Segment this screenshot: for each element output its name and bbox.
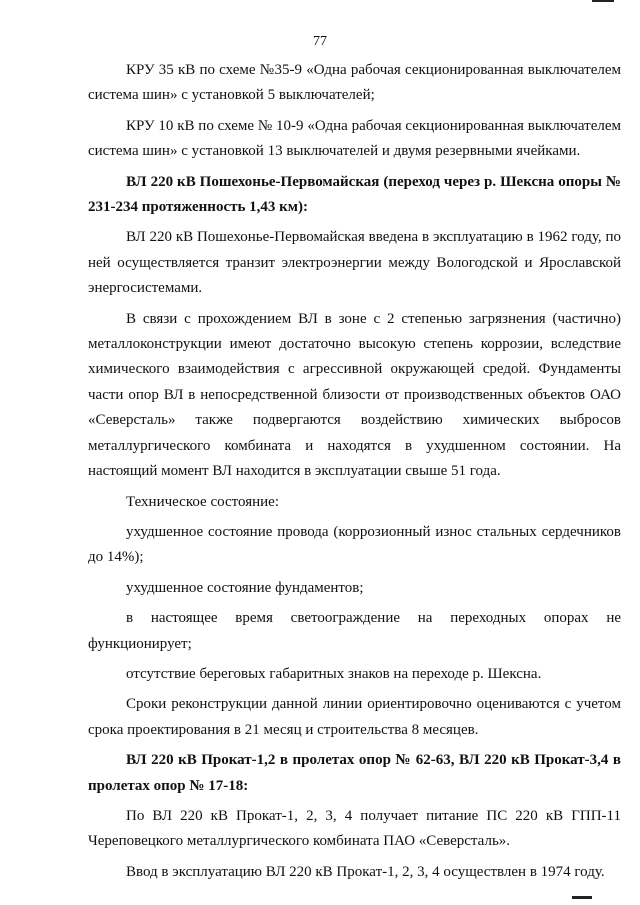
- list-item-foundations: ухудшенное состояние фундаментов;: [126, 579, 364, 596]
- paragraph-prokat-supply: По ВЛ 220 кВ Прокат-1, 2, 3, 4 получает питание ПС 220 кВ ГПП-11 Череповецкого металлургического комбината ПАО «Северсталь».: [88, 807, 621, 850]
- scan-mark-top: [592, 0, 614, 2]
- paragraph-technical-state-label: Техническое состояние:: [126, 493, 279, 510]
- paragraph-kru-10: КРУ 10 кВ по схеме № 10-9 «Одна рабочая секционированная выключателем система шин» с установкой 13 выключателей и двумя резервными ячейками.: [88, 117, 621, 160]
- list-item-light-barrier: в настоящее время светоограждение на переходных опорах не функционирует;: [88, 610, 621, 652]
- section-heading-prokat: ВЛ 220 кВ Прокат-1,2 в пролетах опор № 62-63, ВЛ 220 кВ Прокат-3,4 в пролетах опор № 17-18:: [88, 752, 621, 794]
- list-item-wire-condition: ухудшенное состояние провода (коррозионный износ стальных сердечников до 14%);: [88, 523, 621, 566]
- paragraph-reconstruction-terms: Сроки реконструкции данной линии ориентировочно оцениваются с учетом срока проектирования в 21 месяц и строительства 8 месяцев.: [88, 696, 621, 738]
- list-item-shore-signs: отсутствие береговых габаритных знаков на переходе р. Шексна.: [126, 665, 542, 682]
- section-heading-poshekhonye: ВЛ 220 кВ Пошехонье-Первомайская (переход через р. Шексна опоры № 231-234 протяженность 1,43 км):: [88, 173, 621, 216]
- page-number: 77: [313, 34, 327, 49]
- paragraph-prokat-commissioning: Ввод в эксплуатацию ВЛ 220 кВ Прокат-1, 2, 3, 4 осуществлен в 1974 году.: [126, 863, 605, 880]
- paragraph-kru-35: КРУ 35 кВ по схеме №35-9 «Одна рабочая секционированная выключателем система шин» с установкой 5 выключателей;: [88, 62, 621, 104]
- scan-mark-bottom: [572, 896, 592, 899]
- paragraph-corrosion: В связи с прохождением ВЛ в зоне с 2 степенью загрязнения (частично) металлоконструкции имеют достаточно высокую степень коррозии, вследствие химического взаимодействия с агрессивной окружающей средой. Фундаменты части опор ВЛ в непосредственной близости от производственных объектов ОАО «Северсталь» также подвергаются воздействию химических выбросов металлургического комбината и находятся в ухудшенном состоянии. На настоящий момент ВЛ находится в эксплуатации свыше 51 года.: [88, 310, 621, 480]
- paragraph-commissioning-1962: ВЛ 220 кВ Пошехонье-Первомайская введена в эксплуатацию в 1962 году, по ней осуществляется транзит электроэнергии между Вологодской и Ярославской энергосистемами.: [88, 229, 621, 297]
- document-body: [88, 58, 621, 885]
